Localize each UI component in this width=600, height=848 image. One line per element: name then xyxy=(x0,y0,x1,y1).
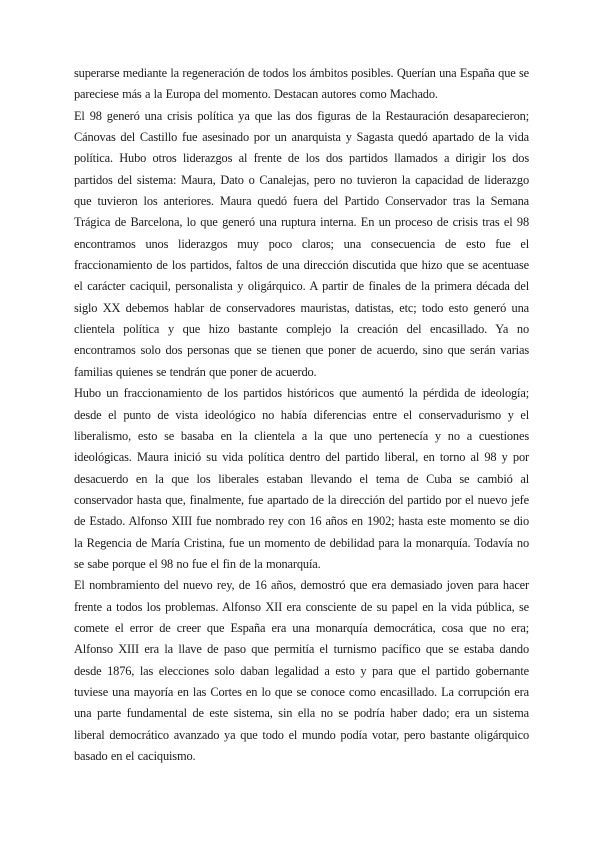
paragraph-1: superarse mediante la regeneración de todos los ámbitos posibles. Querían una España que se pareciese más a la Europa del momento. Destacan autores como Machado. xyxy=(74,66,529,102)
document-page xyxy=(74,63,529,767)
paragraph-2: El 98 generó una crisis política ya que las dos figuras de la Restauración desaparecieron; Cánovas del Castillo fue asesinado por un anarquista y Sagasta quedó apartado de la vida política. Hubo otros liderazgos al frente de los dos partidos llamados a dirigir los dos partidos del sistema: Maura, Dato o Canalejas, pero no tuvieron la capacidad de liderazgo que tuvieron los anteriores. Maura quedó fuera del Partido Conservador tras la Semana Trágica de Barcelona, lo que generó una ruptura interna. En un proceso de crisis tras el 98 encontramos unos liderazgos muy poco claros; una consecuencia de esto fue el fraccionamiento de los partidos, faltos de una dirección discutida que hizo que se acentuase el carácter caciquil, personalista y oligárquico. A partir de finales de la primera década del siglo XX debemos hablar de conservadores mauristas, datistas, etc; todo esto generó una clientela política y que hizo bastante complejo la creación del encasillado. Ya no encontramos solo dos personas que se tienen que poner de acuerdo, sino que serán varias familias quienes se tendrán que poner de acuerdo. xyxy=(74,108,529,379)
paragraph-4: El nombramiento del nuevo rey, de 16 años, demostró que era demasiado joven para hacer frente a todos los problemas. Alfonso XII era consciente de su papel en la vida pública, se comete el error de creer que España era una monarquía democrática, cosa que no era; Alfonso XIII era la llave de paso que permitía el turnismo pacífico que se estaba dando desde 1876, las elecciones solo daban legalidad a esto y para que el partido gobernante tuviese una mayoría en las Cortes en lo que se conoce como encasillado. La corrupción era una parte fundamental de este sistema, sin ella no se podría haber dado; era un sistema liberal democrático avanzado ya que todo el mundo podía votar, pero bastante oligárquico basado en el caciquismo. xyxy=(74,578,529,763)
paragraph-3: Hubo un fraccionamiento de los partidos históricos que aumentó la pérdida de ideología; desde el punto de vista ideológico no había diferencias entre el conservadurismo y el liberalismo, esto se basaba en la clientela a la que uno pertenecía y no a cuestiones ideológicas. Maura inició su vida política dentro del partido liberal, en torno al 98 y por desacuerdo en la que los liberales estaban llevando el tema de Cuba se cambió al conservador hasta que, finalmente, fue apartado de la dirección del partido por el nuevo jefe de Estado. Alfonso XIII fue nombrado rey con 16 años en 1902; hasta este momento se dio la Regencia de María Cristina, fue un momento de debilidad para la monarquía. Todavía no se sabe porque el 98 no fue el fin de la monarquía. xyxy=(74,386,529,571)
